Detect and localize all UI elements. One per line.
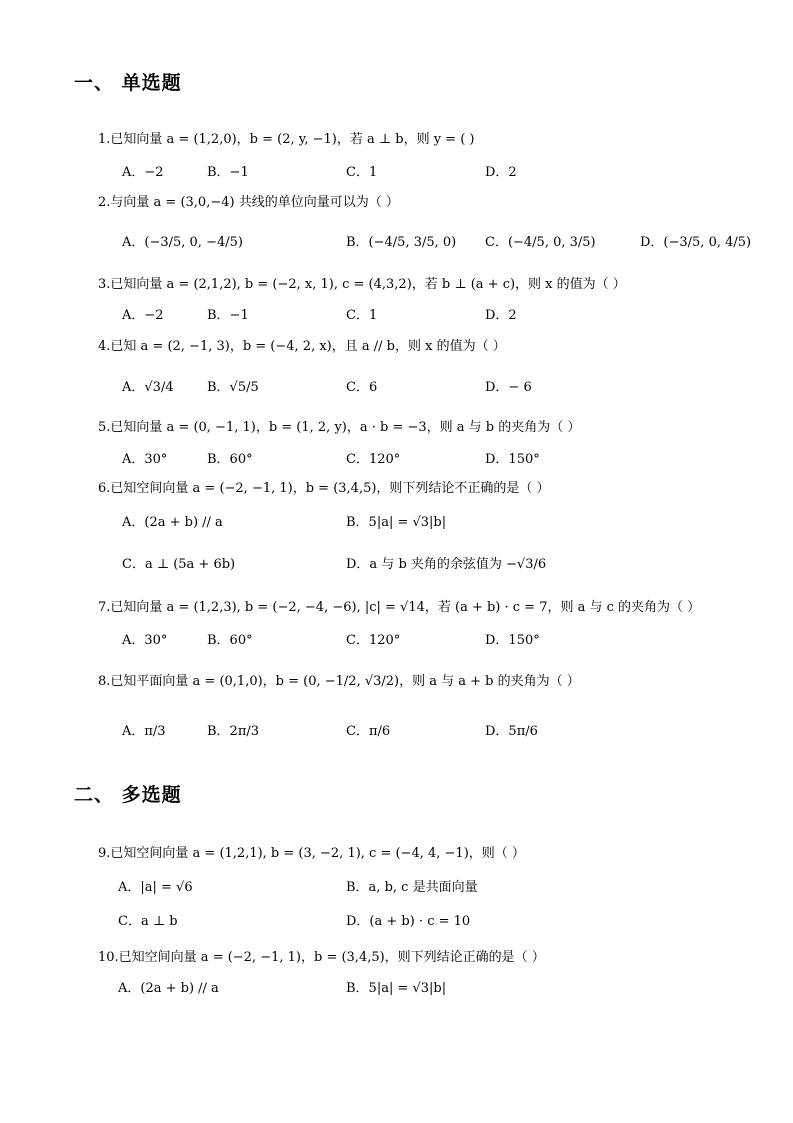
question-10-option-a: A．(2a + b) // a bbox=[118, 981, 219, 996]
question-3-stem: 3.已知向量 a = (2,1,2), b = (−2, x, 1), c = (4,3,2)，若 b ⊥ (a + c)，则 x 的值为（ ） bbox=[98, 277, 626, 292]
question-5-stem: 5.已知向量 a = (0, −1, 1)，b = (1, 2, y)，a · b = −3，则 a 与 b 的夹角为（ ） bbox=[98, 420, 581, 435]
section-title-single-choice: 一、 单选题 bbox=[74, 72, 182, 94]
question-10-option-b: B．5|a| = √3|b| bbox=[346, 981, 447, 996]
question-8-option-a: A．π/3 bbox=[122, 724, 166, 739]
question-6-option-b: B．5|a| = √3|b| bbox=[346, 515, 447, 530]
question-7-option-d: D．150° bbox=[485, 633, 540, 648]
question-5-option-a: A．30° bbox=[122, 452, 168, 467]
question-1-option-b: B．−1 bbox=[207, 165, 249, 180]
question-10-stem: 10.已知空间向量 a = (−2, −1, 1)，b = (3,4,5)，则下列结论正确的是（ ） bbox=[98, 950, 545, 965]
question-9-option-c: C．a ⊥ b bbox=[118, 914, 178, 929]
question-2-option-c: C．(−4/5, 0, 3/5) bbox=[485, 235, 596, 250]
question-7-option-b: B．60° bbox=[207, 633, 253, 648]
question-8-stem: 8.已知平面向量 a = (0,1,0)，b = (0, −1/2, √3/2)，则 a 与 a + b 的夹角为（ ） bbox=[98, 674, 580, 689]
question-4-option-b: B．√5/5 bbox=[207, 380, 259, 395]
question-9-option-d: D．(a + b) · c = 10 bbox=[346, 914, 471, 929]
question-4-option-c: C．6 bbox=[346, 380, 378, 395]
question-6-option-c: C．a ⊥ (5a + 6b) bbox=[122, 557, 236, 572]
question-6-option-a: A．(2a + b) // a bbox=[122, 515, 223, 530]
question-5-option-b: B．60° bbox=[207, 452, 253, 467]
question-8-option-d: D．5π/6 bbox=[485, 724, 538, 739]
question-2-option-d: D．(−3/5, 0, 4/5) bbox=[640, 235, 752, 250]
question-4-option-a: A．√3/4 bbox=[122, 380, 174, 395]
question-1-option-c: C．1 bbox=[346, 165, 378, 180]
question-4-option-d: D．− 6 bbox=[485, 380, 532, 395]
question-5-option-c: C．120° bbox=[346, 452, 401, 467]
question-2-option-b: B．(−4/5, 3/5, 0) bbox=[346, 235, 457, 250]
question-2-option-a: A．(−3/5, 0, −4/5) bbox=[122, 235, 243, 250]
section-title-multi-choice: 二、 多选题 bbox=[74, 784, 182, 806]
question-1-option-a: A．−2 bbox=[122, 165, 164, 180]
question-3-option-a: A．−2 bbox=[122, 308, 164, 323]
question-9-stem: 9.已知空间向量 a = (1,2,1), b = (3, −2, 1), c = (−4, 4, −1)，则（ ） bbox=[98, 846, 525, 861]
question-2-stem: 2.与向量 a = (3,0,−4) 共线的单位向量可以为（ ） bbox=[98, 195, 399, 210]
question-3-option-c: C．1 bbox=[346, 308, 378, 323]
question-3-option-b: B．−1 bbox=[207, 308, 249, 323]
question-6-stem: 6.已知空间向量 a = (−2, −1, 1)，b = (3,4,5)，则下列结论不正确的是（ ） bbox=[98, 481, 550, 496]
question-7-option-c: C．120° bbox=[346, 633, 401, 648]
question-9-option-a: A．|a| = √6 bbox=[118, 880, 193, 895]
question-7-option-a: A．30° bbox=[122, 633, 168, 648]
question-3-option-d: D．2 bbox=[485, 308, 517, 323]
question-5-option-d: D．150° bbox=[485, 452, 540, 467]
question-9-option-b: B．a, b, c 是共面向量 bbox=[346, 880, 478, 895]
question-7-stem: 7.已知向量 a = (1,2,3), b = (−2, −4, −6), |c| = √14，若 (a + b) · c = 7，则 a 与 c 的夹角为（ ） bbox=[98, 600, 701, 615]
question-8-option-c: C．π/6 bbox=[346, 724, 391, 739]
question-6-option-d: D．a 与 b 夹角的余弦值为 −√3/6 bbox=[346, 557, 547, 572]
question-8-option-b: B．2π/3 bbox=[207, 724, 260, 739]
question-4-stem: 4.已知 a = (2, −1, 3)，b = (−4, 2, x)，且 a // b，则 x 的值为（ ） bbox=[98, 339, 506, 354]
question-1-stem: 1.已知向量 a = (1,2,0)，b = (2, y, −1)，若 a ⊥ b，则 y = ( ) bbox=[98, 132, 475, 147]
question-1-option-d: D．2 bbox=[485, 165, 517, 180]
